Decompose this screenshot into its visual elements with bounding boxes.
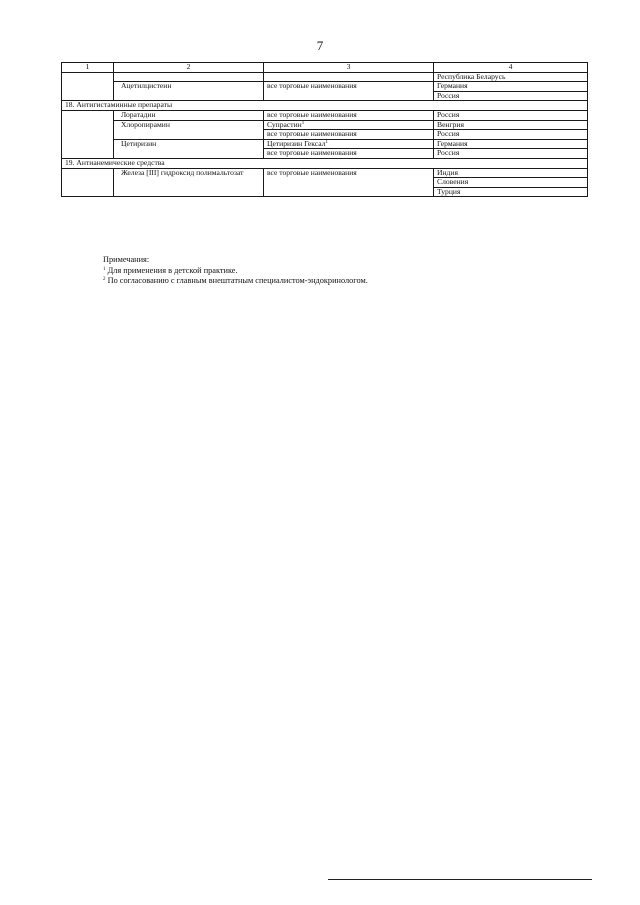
country-cell: Турция bbox=[434, 187, 588, 197]
footnote-marker: 1 bbox=[325, 139, 328, 145]
column-header: 2 bbox=[114, 63, 264, 73]
country-cell: Россия bbox=[434, 149, 588, 159]
table-row bbox=[62, 168, 588, 178]
country-cell: Республика Беларусь bbox=[434, 72, 588, 82]
trade-name-text: Супрастин bbox=[267, 120, 302, 129]
trade-name-cell: все торговые наименования bbox=[264, 130, 434, 140]
section-row bbox=[62, 101, 588, 111]
inn-cell: Хлоропирамин bbox=[114, 120, 264, 139]
footnote-marker: 1 bbox=[301, 120, 305, 126]
notes-title: Примечания: bbox=[103, 255, 150, 264]
country-cell: Германия bbox=[434, 139, 588, 149]
table-row bbox=[62, 82, 588, 92]
table-cell-empty bbox=[62, 72, 114, 101]
note-text: По согласованию с главным внештатным специалистом-эндокринологом. bbox=[107, 276, 368, 285]
country-cell: Венгрия bbox=[434, 120, 588, 130]
table-cell-empty bbox=[114, 72, 264, 82]
country-cell: Россия bbox=[434, 91, 588, 101]
trade-name-cell: все торговые наименования bbox=[264, 110, 434, 120]
table-row bbox=[62, 72, 588, 82]
note-item bbox=[103, 266, 368, 277]
drug-table bbox=[61, 62, 588, 197]
column-header: 4 bbox=[434, 63, 588, 73]
inn-cell: Ацетилцистеин bbox=[114, 82, 264, 101]
trade-name-cell: все торговые наименования bbox=[264, 149, 434, 159]
trade-name-cell: все торговые наименования bbox=[264, 82, 434, 101]
section-title: 19. Антианемические средства bbox=[62, 158, 588, 168]
note-text: Для применения в детской практике. bbox=[107, 265, 238, 275]
table-cell-empty bbox=[62, 168, 114, 197]
table-cell-empty bbox=[62, 110, 114, 158]
table-row bbox=[62, 139, 588, 149]
inn-cell: Цетиризин bbox=[114, 139, 264, 158]
inn-cell: Лоратадин bbox=[114, 110, 264, 120]
country-cell: Словения bbox=[434, 178, 588, 188]
trade-name-cell bbox=[264, 139, 434, 149]
bottom-divider bbox=[328, 879, 592, 880]
section-row bbox=[62, 158, 588, 168]
country-cell: Индия bbox=[434, 168, 588, 178]
country-cell: Германия bbox=[434, 82, 588, 92]
inn-cell: Железа [III] гидроксид полимальтозат bbox=[114, 168, 264, 197]
trade-name-text: Цетиризин Гексал bbox=[267, 139, 326, 148]
trade-name-cell bbox=[264, 120, 434, 130]
column-header: 1 bbox=[62, 63, 114, 73]
notes-block bbox=[103, 255, 368, 287]
table-row bbox=[62, 120, 588, 130]
country-cell: Россия bbox=[434, 130, 588, 140]
footnote-marker: 1 bbox=[103, 266, 106, 272]
note-item bbox=[103, 276, 368, 287]
column-header: 3 bbox=[264, 63, 434, 73]
table-cell-empty bbox=[264, 72, 434, 82]
section-title: 18. Антигистаминные препараты bbox=[62, 101, 588, 111]
table-row bbox=[62, 110, 588, 120]
country-cell: Россия bbox=[434, 110, 588, 120]
page-number: 7 bbox=[316, 38, 324, 53]
footnote-marker: 2 bbox=[103, 277, 106, 282]
table-header-row bbox=[62, 63, 588, 73]
trade-name-cell: все торговые наименования bbox=[264, 168, 434, 197]
